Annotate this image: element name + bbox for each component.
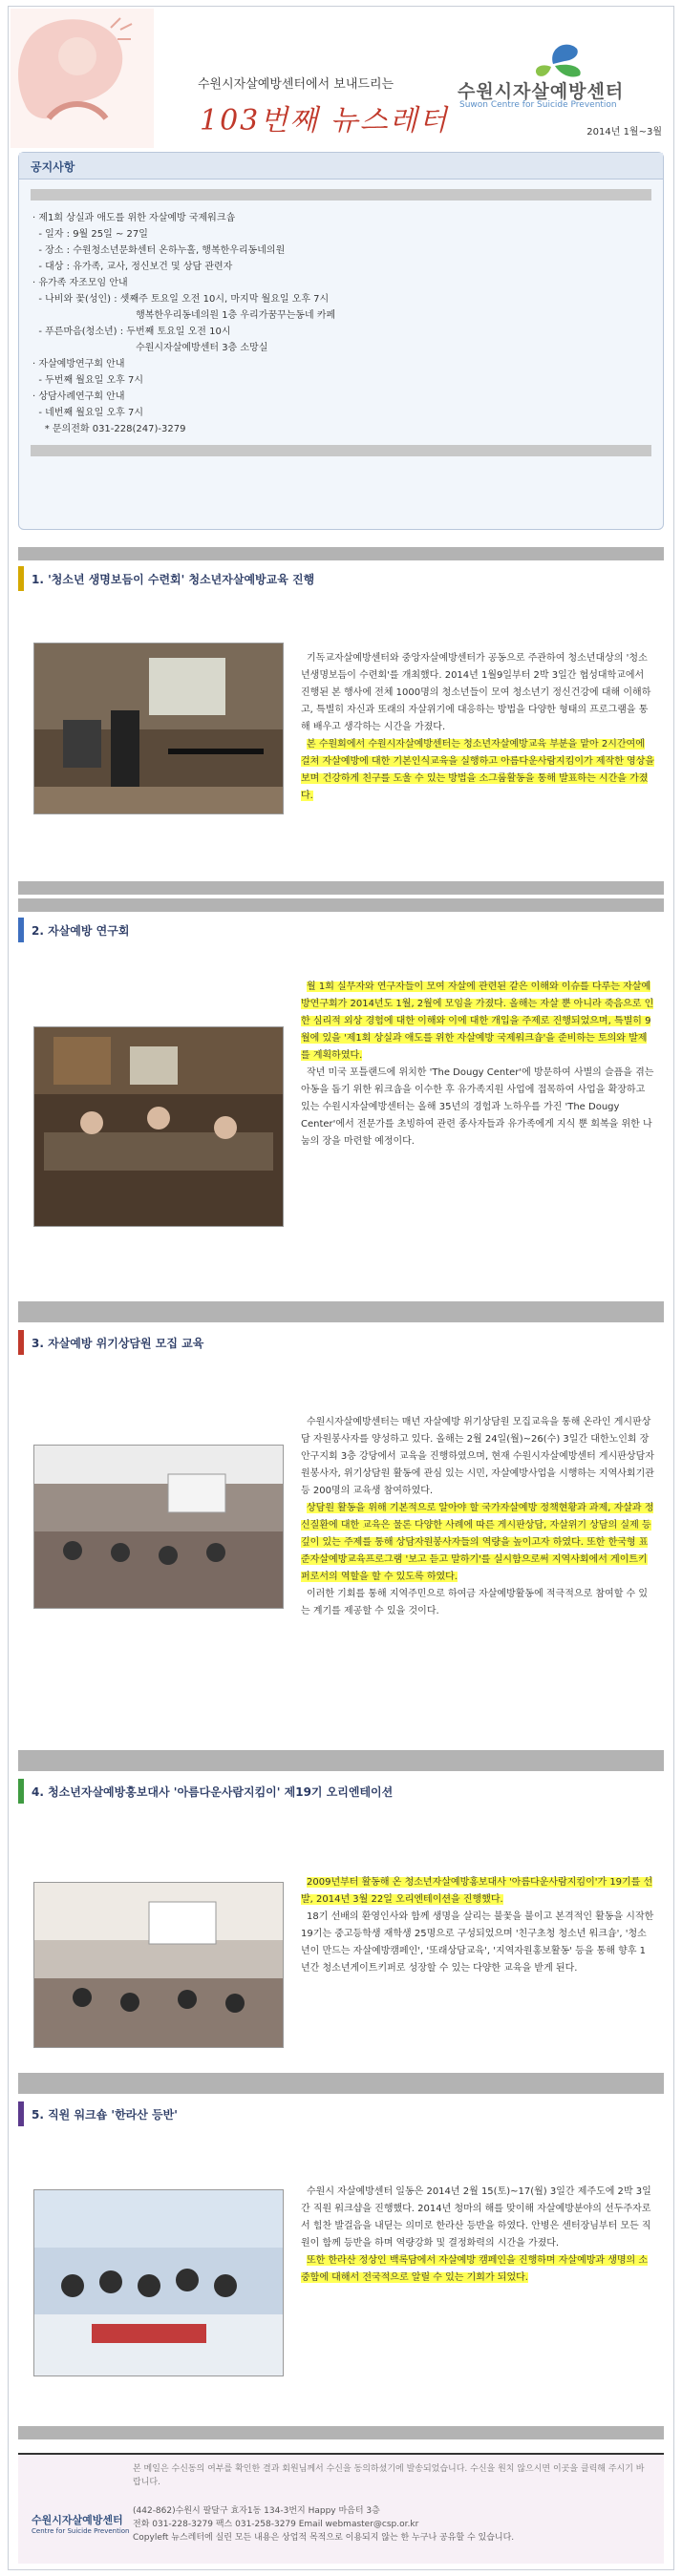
logo-english-name: Suwon Centre for Suicide Prevention <box>459 100 617 110</box>
highlighted-paragraph <box>301 736 654 805</box>
footer <box>18 2453 664 2564</box>
unsubscribe-note[interactable]: 본 메일은 수신동의 여부를 확인한 결과 회원님께서 수신을 동의하셨기에 발송되었습니다. 수신을 원치 않으시면 이곳을 클릭해 주시기 바랍니다. <box>133 2464 645 2487</box>
contact-phone: * 문의전화 031-228(247)-3279 <box>32 424 186 434</box>
notice-line: - 나비와 꽃(성인) : 셋째주 토요일 오전 10시, 마지막 월요일 오후 7시 <box>32 294 330 305</box>
paragraph: 18기 선배의 환영인사와 함께 생명을 살리는 불꽃을 불이고 본격적인 활동을 시작한 19기는 중고등학생 재학생 25명으로 구성되었으며 '친구초청 청소년 워크숍', '청소년이 만드는 자살예방캠페인', '또래상담교육', '지역자원홍보활동' 등을 통해 향후 1년간 청소년게이트키퍼로 성장할 수 있는 다양한 교육을 받게 된다. <box>301 1911 654 1974</box>
section-text <box>301 2184 654 2287</box>
section-title: 5. 직원 워크숍 '한라산 등반' <box>18 2101 664 2126</box>
section-text <box>301 1414 654 1620</box>
footer-contact <box>133 2504 649 2544</box>
contact-info: 전화 031-228-3279 팩스 031-258-3279 Email webmaster@csp.or.kr <box>133 2520 419 2529</box>
notice-line: · 자살예방연구회 안내 <box>32 359 125 370</box>
section-divider <box>18 1309 664 1322</box>
highlighted-paragraph <box>301 1500 654 1586</box>
section-divider <box>18 1758 664 1771</box>
logo-name: 수원시자살예방센터 <box>458 81 625 102</box>
newsletter-title: 103번째 뉴스레터 <box>200 104 449 137</box>
issue-date: 2014년 1월~3월 <box>586 127 662 137</box>
address: (442-862)수원시 팔달구 효자1동 134-3번지 Happy 마음터 3층 <box>133 2506 380 2516</box>
notice-divider <box>31 445 651 456</box>
highlighted-text: 본 수원회에서 수원시자살예방센터는 청소년자살예방교육 부분을 맡아 2시간여에 걸쳐 자살예방에 대한 기본인식교육을 실행하고 아름다운사람지킴이가 제작한 영상을 보며 건강하게 친구를 도울 수 있는 방법을 소그룹활동을 통해 발표하는 시간을 가졌다. <box>301 739 655 801</box>
section-divider <box>18 547 664 560</box>
header-subtitle: 수원시자살예방센터에서 보내드리는 <box>198 77 394 92</box>
notice-list <box>19 201 663 437</box>
notice-box <box>18 152 664 530</box>
section-title: 4. 청소년자살예방홍보대사 '아름다운사람지킴이' 제19기 오리엔테이션 <box>18 1779 664 1804</box>
notice-line: · 상담사례연구회 안내 <box>32 391 125 402</box>
notice-line: - 네번째 월요일 오후 7시 <box>32 408 143 418</box>
notice-line: 수원시자살예방센터 3층 소망실 <box>32 343 268 353</box>
illustration-art <box>11 9 154 148</box>
section-text <box>301 1874 654 1977</box>
highlighted-text: 상담원 활동을 위해 기본적으로 알아야 할 국가자살예방 정책현황과 과제, 자살과 정신질환에 대한 교육은 물론 다양한 사례에 따른 게시판상담, 자살위기 상담의 실제 등 깊이 있는 주제를 통해 상담자원봉사자들의 역량을 높이고자 하였다. 또한 한국형 표준자살예방교육프로그램 '보고 듣고 말하기'를 실시함으로써 지역사회에서 게이트키퍼로서의 역할을 할 수 있도록 하였다. <box>301 1503 654 1582</box>
section-photo <box>33 643 284 814</box>
paragraph: 수원시 자살예방센터 일동은 2014년 2월 15(토)~17(월) 3일간 제주도에 2박 3일간 직원 워크샵을 진행했다. 2014년 청마의 해를 맞이해 자살예방분야의 선두주자로서 힘찬 발걸음을 내딛는 의미로 한라산 등반을 하였다. 안병은 센터장님부터 모든 직원이 함께 등반을 하며 역량강화 및 결정화력의 시간을 가졌다. <box>301 2186 651 2249</box>
highlighted-text: 또한 한라산 정상인 백록담에서 자살예방 캠페인을 진행하며 자살예방과 생명의 소중함에 대해서 전국적으로 알릴 수 있는 기회가 되었다. <box>301 2255 649 2283</box>
section-divider <box>18 898 664 912</box>
highlighted-paragraph <box>301 2252 654 2287</box>
highlighted-text: 2009년부터 활동해 온 청소년자살예방홍보대사 '아름다운사람지킴이'가 19기를 선발, 2014년 3월 22일 오리엔테이션을 진행했다. <box>301 1877 653 1905</box>
paragraph: 이러한 기회를 통해 지역주민으로 하여금 자살예방활동에 적극적으로 참여할 수 있는 계기를 제공할 수 있을 것이다. <box>301 1589 649 1616</box>
section-title: 2. 자살예방 연구회 <box>18 918 664 942</box>
section-photo <box>33 1026 284 1227</box>
section-photo <box>33 1445 284 1609</box>
highlighted-text: 월 1회 실무자와 연구자들이 모여 자살에 관련된 같은 이해와 이슈를 다루는 자살예방연구회가 2014년도 1월, 2월에 모임을 가졌다. 올해는 자살 뿐 아니라 죽음으로 인한 심리적 외상 경험에 대한 이해와 이에 대한 개입을 주제로 진행되었으며, 특별히 9월에 있을 '제1회 상실과 애도를 위한 자살예방 국제워크숍'을 준비하는 토의와 발제를 계획하였다. <box>301 982 654 1061</box>
highlighted-paragraph <box>301 979 654 1065</box>
highlighted-paragraph <box>301 1874 654 1909</box>
notice-line: - 장소 : 수원청소년문화센터 온하누홀, 행복한우리동네의원 <box>32 245 286 256</box>
section-title: 1. '청소년 생명보듬이 수련회' 청소년자살예방교육 진행 <box>18 566 664 591</box>
newsletter-header <box>9 7 673 150</box>
section-divider <box>18 2080 664 2094</box>
notice-heading: 공지사항 <box>19 153 663 179</box>
newsletter-frame <box>8 6 674 2570</box>
paragraph: 기독교자살예방센터와 중앙자살예방센터가 공동으로 주관하여 청소년대상의 '청소년생명보듬이 수련회'를 개최했다. 2014년 1월9일부터 2박 3일간 협성대학교에서 진행된 본 행사에 전체 1000명의 청소년들이 모여 청소년기 정신건강에 대해 이해하고, 특별히 자신과 또래의 자살위기에 대응하는 방법을 다양한 형태의 프로그램을 통해 배우고 생각하는 시간을 가졌다. <box>301 653 651 732</box>
section-divider <box>18 2426 664 2439</box>
section-text <box>301 650 654 805</box>
section-title: 3. 자살예방 위기상담원 모집 교육 <box>18 1330 664 1355</box>
section-photo <box>33 1882 284 2048</box>
notice-line: - 일자 : 9월 25일 ~ 27일 <box>32 229 148 240</box>
footer-logo-english: Centre for Suicide Prevention <box>32 2527 130 2535</box>
notice-line: - 대상 : 유가족, 교사, 정신보건 및 상담 관련자 <box>32 262 233 272</box>
notice-line: · 제1회 상실과 애도를 위한 자살예방 국제워크숍 <box>32 213 236 223</box>
notice-line: 행복한우리동네의원 1층 우리가꿈꾸는동네 카페 <box>32 310 336 321</box>
paragraph: 수원시자살예방센터는 매년 자살예방 위기상담원 모집교육을 통해 온라인 게시판상담 자원봉사자를 양성하고 있다. 올해는 2월 24일(월)~26(수) 3일간 대한노인회 장안구지회 3층 강당에서 교육을 진행하였으며, 현재 수원시자살예방센터 게시판상담자원봉사자, 위기상담원 활동에 관심 있는 시민, 자살예방사업을 시행하는 지역사회기관 등 200명의 교육생 참여하였다. <box>301 1417 654 1496</box>
paragraph: 작년 미국 포틀랜드에 위치한 'The Dougy Center'에 방문하여 사별의 슬픔을 겪는 아동을 돕기 위한 워크숍을 이수한 후 유가족지원 사업에 접목하여 사업을 확장하고 있는 수원시자살예방센터는 올해 35년의 경험과 노하우를 가진 'The Dougy Center'에서 전문가를 초빙하여 관련 종사자들과 유가족에게 지식 뿐 회복을 위한 나눔의 장을 마련할 예정이다. <box>301 1067 654 1147</box>
notice-line: - 푸른마음(청소년) : 두번째 토요일 오전 10시 <box>32 327 231 337</box>
section-photo <box>33 2189 284 2376</box>
section-text <box>301 979 654 1151</box>
notice-divider <box>31 189 651 201</box>
notice-line: · 유가족 자조모임 안내 <box>32 278 128 288</box>
notice-line: - 두번째 월요일 오후 7시 <box>32 375 143 386</box>
copyright: Copyleft 뉴스레터에 실린 모든 내용은 상업적 목적으로 이용되지 않는 한 누구나 공유할 수 있습니다. <box>133 2533 515 2543</box>
section-divider <box>18 881 664 895</box>
footer-logo: 수원시자살예방센터 <box>32 2514 123 2526</box>
